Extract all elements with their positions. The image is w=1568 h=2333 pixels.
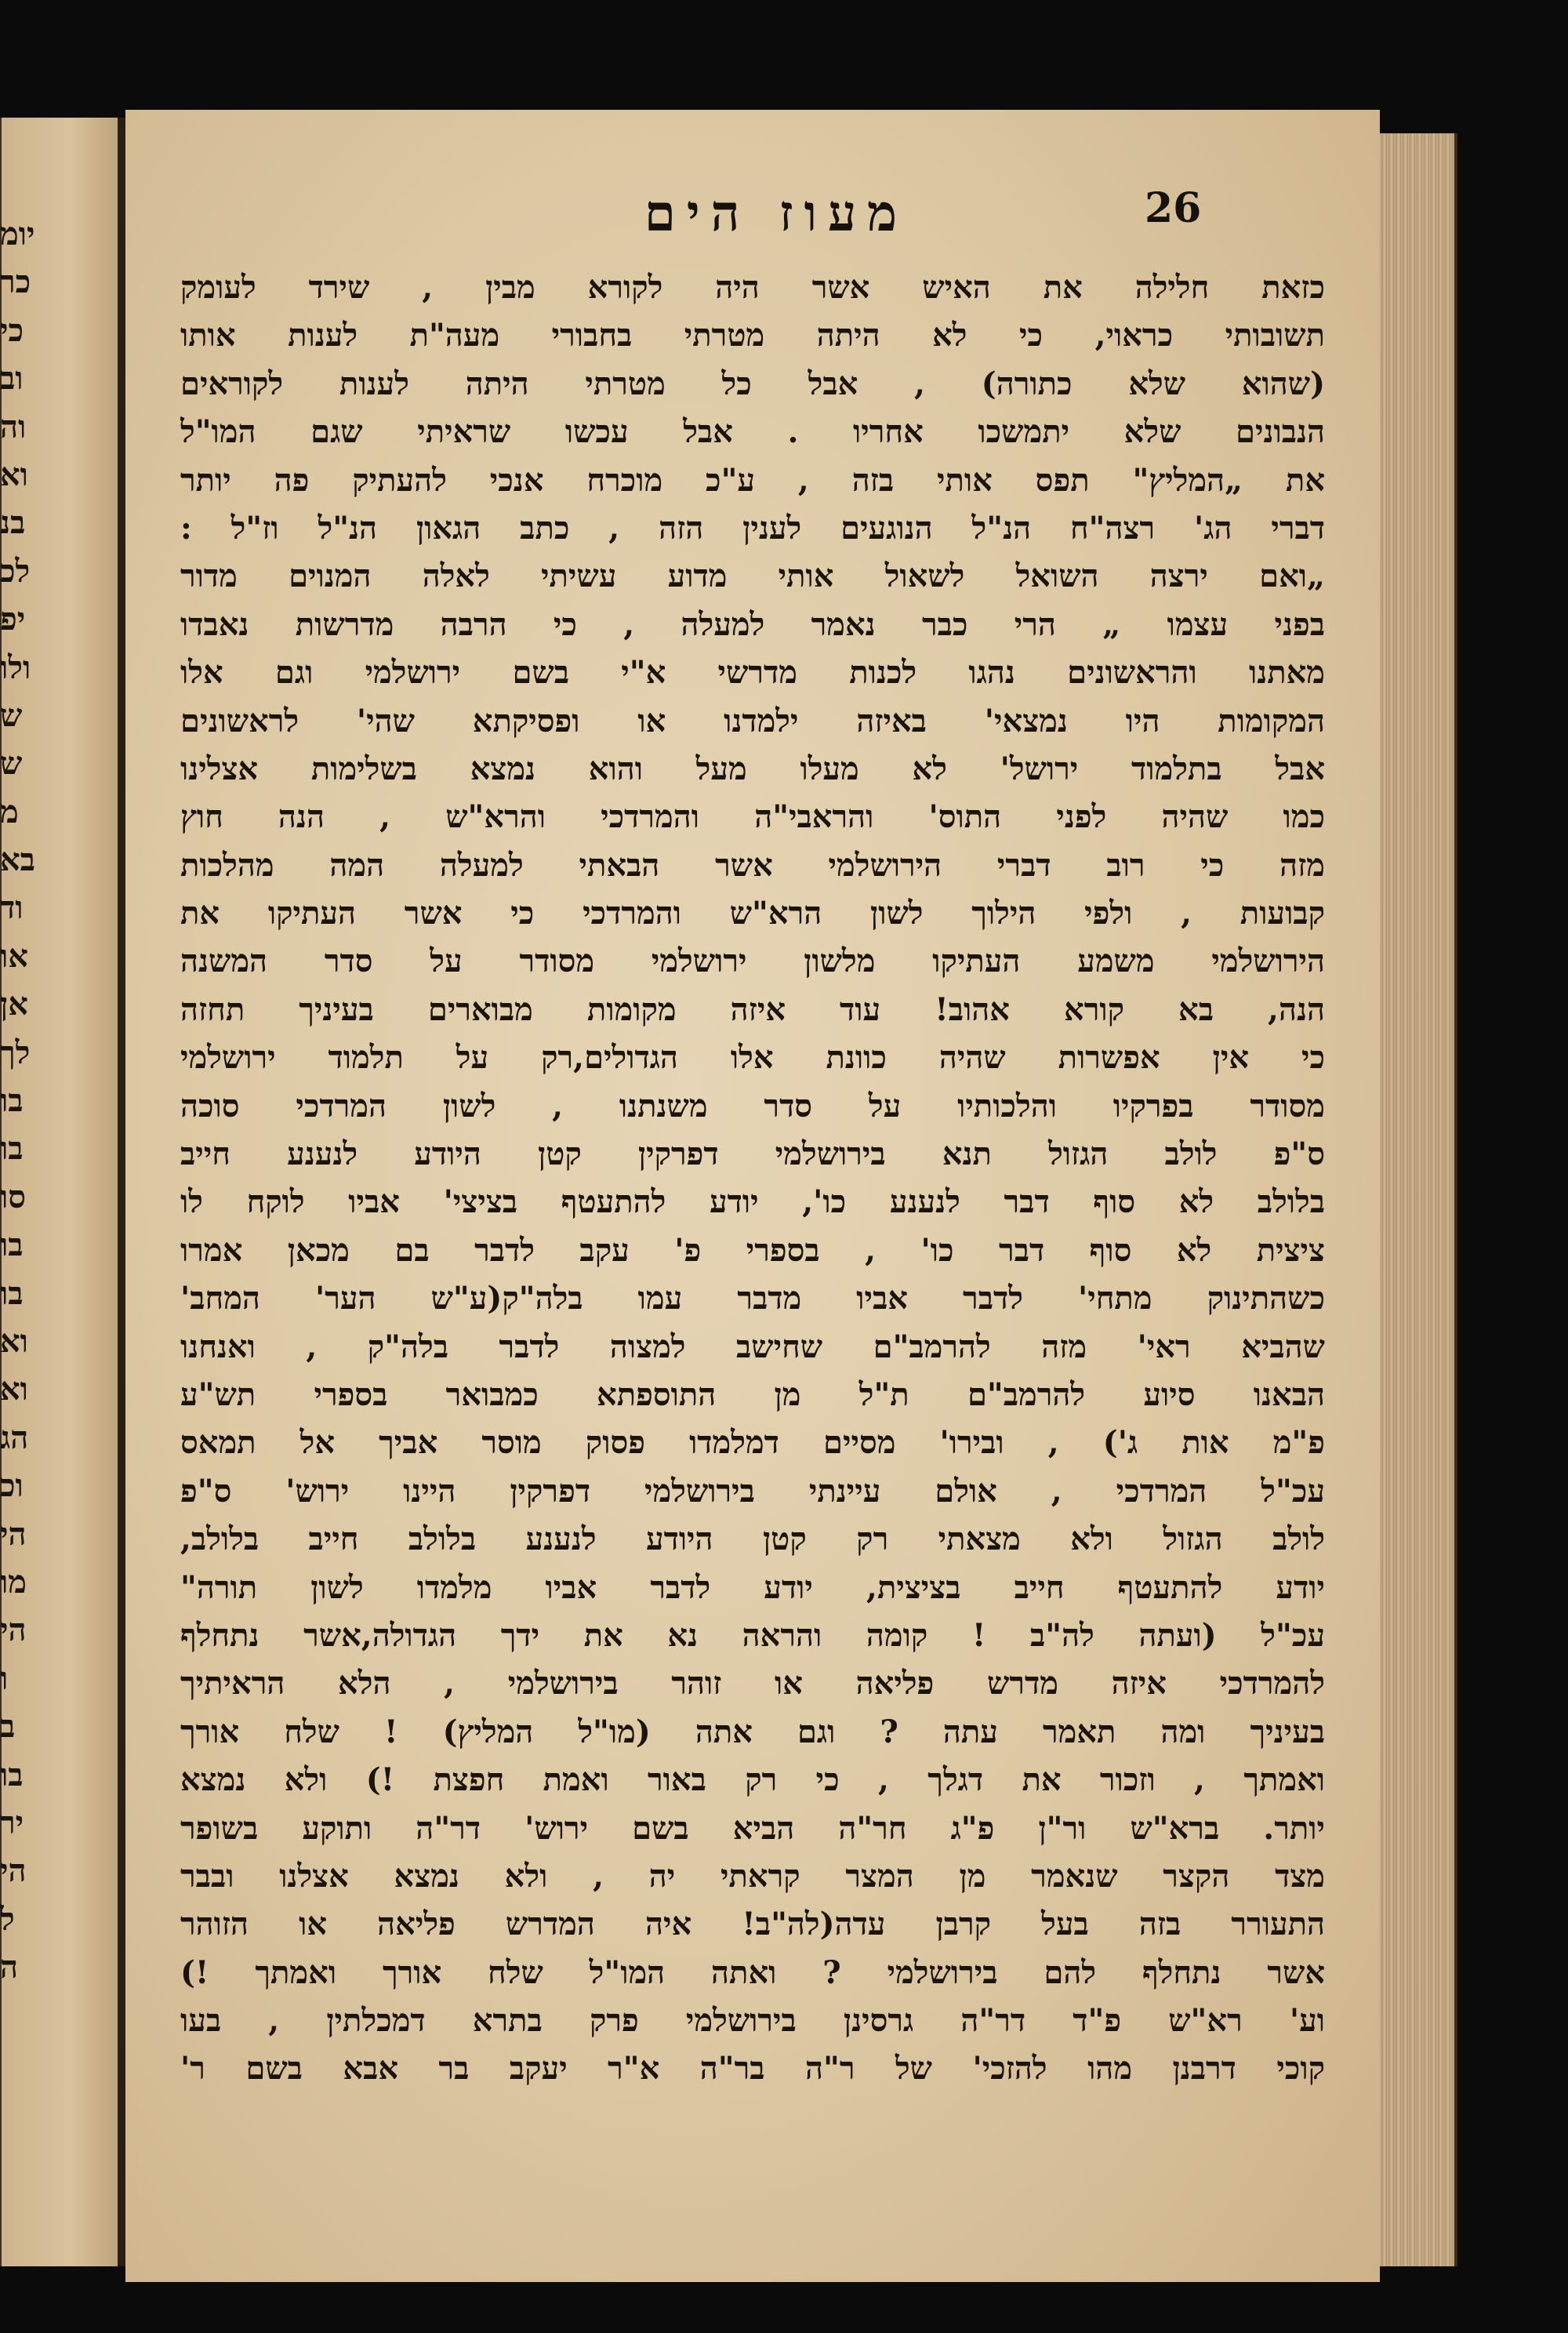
text-line: (שהוא שלא כתורה) , אבל כל מטרתי היתה לענות לקוראים <box>180 365 1325 402</box>
previous-page-fragment: בו <box>0 1130 24 1168</box>
previous-page-fragment: ה <box>0 1949 19 1986</box>
previous-page-fragment: וא <box>0 1322 28 1360</box>
text-line: שהביא ראי' מזה להרמב"ם שחישב למצוה לדבר בלה"ק , ואנחנו <box>180 1328 1325 1365</box>
text-line: „ואם ירצה השואל לשאול אותי מדוע עשיתי לאלה המנוים מדור <box>180 558 1325 595</box>
text-line: מצד הקצר שנאמר מן המצר קראתי יה , ולא נמצא אצלנו ובבר <box>180 1857 1325 1895</box>
text-line: התעורר בזה בעל קרבן עדה(לה"ב! איה המדרש פליאה או הזוהר <box>180 1906 1325 1943</box>
text-line: דברי הג' רצה"ח הנ"ל הנוגעים לענין הזה , כתב הגאון הנ"ל וז"ל : <box>180 509 1325 547</box>
previous-page-fragment: הי <box>0 1852 27 1890</box>
previous-page-fragment: וה <box>0 408 27 445</box>
previous-page-fragment: יר <box>0 1804 24 1841</box>
page-number: 26 <box>1145 184 1202 232</box>
previous-page-fragment: בנ <box>0 504 26 542</box>
text-line: וע' רא"ש פ"ד דר"ה גרסינן בירושלמי פרק בתרא דמכלתין , בעו <box>180 2002 1325 2040</box>
previous-page-fragment: מו <box>0 1563 27 1601</box>
previous-page-fragment: ש <box>0 696 23 734</box>
previous-page-fragment: בו <box>0 1082 24 1120</box>
text-line: קוכי דרבנן מהו להזכי' של ר"ה בר"ה א"ר יעקב בר אבא בשם ר' <box>180 2050 1325 2088</box>
previous-page-fragment: או <box>0 937 28 975</box>
text-line: הנבונים שלא יתמשכו אחריו . אבל עכשו שראיתי שגם המו"ל <box>180 413 1325 451</box>
previous-page-fragment: בו <box>0 1274 24 1312</box>
page-title: מעוז הים <box>644 184 909 243</box>
text-line: להמרדכי איזה מדרש פליאה או זוהר בירושלמי , הלא הראיתיך <box>180 1665 1325 1703</box>
text-line: עכ"ל המרדכי , אולם עיינתי בירושלמי דפרקין היינו ירוש' ס"פ <box>180 1472 1325 1510</box>
page-header <box>125 184 1380 271</box>
text-line: כמו שהיה לפני התוס' והראבי"ה והמרדכי והרא"ש , הנה חוץ <box>180 798 1325 836</box>
previous-page-fragment: סו <box>0 1178 26 1216</box>
previous-page-fragment: בו <box>0 1226 24 1264</box>
previous-page-fragment: וכ <box>0 1467 24 1505</box>
text-line: את „המליץ" תפס אותי בזה , ע"כ מוכרח אנכי להעתיק פה יותר <box>180 461 1325 499</box>
previous-page-fragment: וא <box>0 1371 28 1408</box>
text-line: קבועות , ולפי הילוך לשון הרא"ש והמרדכי כי אשר העתיקו את <box>180 895 1325 932</box>
previous-page-text-fragments <box>0 210 49 1991</box>
previous-page-fragment: ש <box>0 745 23 783</box>
text-line: יודע להתעטף חייב בציצית, יודע לדבר אביו מלמדו לשון תורה" <box>180 1568 1325 1606</box>
previous-page-fragment: ב <box>0 1708 16 1746</box>
book-page <box>125 110 1380 2282</box>
text-line: מסודר בפרקיו והלכותיו על סדר משנתנו , לשון המרדכי סוכה <box>180 1087 1325 1125</box>
text-line: בפני עצמו „ הרי כבר נאמר למעלה , כי הרבה מדרשות נאבדו <box>180 605 1325 643</box>
previous-page-fragment: וד <box>0 889 24 927</box>
previous-page-fragment: לכ <box>0 552 31 590</box>
text-line: פ"מ אות ג') , ובירו' מסיים דמלמדו פסוק מוסר אביך אל תמאס <box>180 1424 1325 1462</box>
text-line: יותר. ברא"ש ור"ן פ"ג חר"ה הביא בשם ירוש' דר"ה ותוקע בשופר <box>180 1809 1325 1847</box>
text-line: הבאנו סיוע להרמב"ם ת"ל מן התוספתא כמבואר בספרי תש"ע <box>180 1375 1325 1413</box>
text-line: הנה, בא קורא אהוב! עוד איזה מקומות מבוארים בעיניך תחזה <box>180 990 1325 1028</box>
previous-page-fragment: בא <box>0 841 35 879</box>
previous-page-strip <box>0 118 118 2266</box>
previous-page-fragment: הג <box>0 1419 29 1456</box>
previous-page-fragment: כר <box>0 263 31 301</box>
previous-page-fragment: ל <box>0 1900 15 1938</box>
text-line: מאתנו והראשונים נהגו לכנות מדרשי א"י בשם ירושלמי וגם אלו <box>180 654 1325 692</box>
previous-page-fragment: ו <box>0 1659 9 1697</box>
text-line: בעיניך ומה תאמר עתה ? וגם אתה (מו"ל המליץ) ! שלח אורך <box>180 1713 1325 1750</box>
previous-page-fragment: הי <box>0 1612 27 1649</box>
text-line: עכ"ל (ועתה לה"ב ! קומה והראה נא את ידך הגדולה,אשר נתחלף <box>180 1616 1325 1654</box>
text-line: מזה כי רוב דברי הירושלמי אשר הבאתי למעלה המה מהלכות <box>180 846 1325 884</box>
text-line: תשובותי כראוי, כי לא היתה מטרתי בחבורי מעה"ת לענות אותו <box>180 317 1325 354</box>
previous-page-fragment: יפ <box>0 601 26 638</box>
previous-page-fragment: הי <box>0 1515 27 1553</box>
previous-page-fragment: כי <box>0 311 24 349</box>
text-line: הירושלמי משמע העתיקו מלשון ירושלמי מסודר על סדר המשנה <box>180 943 1325 980</box>
previous-page-fragment: וא <box>0 456 28 493</box>
previous-page-fragment: יומ <box>0 216 35 253</box>
text-line: לולב הגזול ולא מצאתי רק קטן היודע לנענע בלולב חייב בלולב, <box>180 1521 1325 1558</box>
text-line: אבל בתלמוד ירושל' לא מעלו מעל והוא נמצא בשלימות אצלינו <box>180 750 1325 787</box>
text-line: ואמתך , וזכור את דגלך , כי רק באור ואמת חפצת !) ולא נמצא <box>180 1761 1325 1799</box>
text-line: ס"פ לולב הגזול תנא בירושלמי דפרקין קטן היודע לנענע חייב <box>180 1136 1325 1173</box>
previous-page-fragment: מ <box>0 793 19 830</box>
page-block-edges <box>1380 133 1457 2266</box>
previous-page-fragment: לך <box>0 1034 31 1071</box>
text-line: בלולב לא סוף דבר לנענע כו', יודע להתעטף בציצי' אביו לוקח לו <box>180 1183 1325 1221</box>
previous-page-fragment: בו <box>0 1756 24 1793</box>
text-line: ציצית לא סוף דבר כו' , בספרי פ' עקב לדבר בם מכאן אמרו <box>180 1231 1325 1269</box>
previous-page-fragment: ולו <box>0 649 31 686</box>
previous-page-fragment: וב <box>0 360 24 398</box>
previous-page-fragment: אן <box>0 986 28 1023</box>
page-body-text <box>180 263 1325 2093</box>
text-line: כי אין אפשרות שהיה כוונת אלו הגדולים,רק על תלמוד ירושלמי <box>180 1039 1325 1077</box>
text-line: כזאת חלילה את האיש אשר היה לקורא מבין , שירד לעומק <box>180 269 1325 306</box>
text-line: אשר נתחלף להם בירושלמי ? ואתה המו"ל שלח אורך ואמתך !) <box>180 1953 1325 1991</box>
text-line: כשהתינוק מתחי' לדבר אביו מדבר עמו בלה"ק(ע"ש הער' המחב' <box>180 1280 1325 1317</box>
text-line: המקומות היו נמצאי' באיזה ילמדנו או ופסיקתא שהי' לראשונים <box>180 702 1325 740</box>
